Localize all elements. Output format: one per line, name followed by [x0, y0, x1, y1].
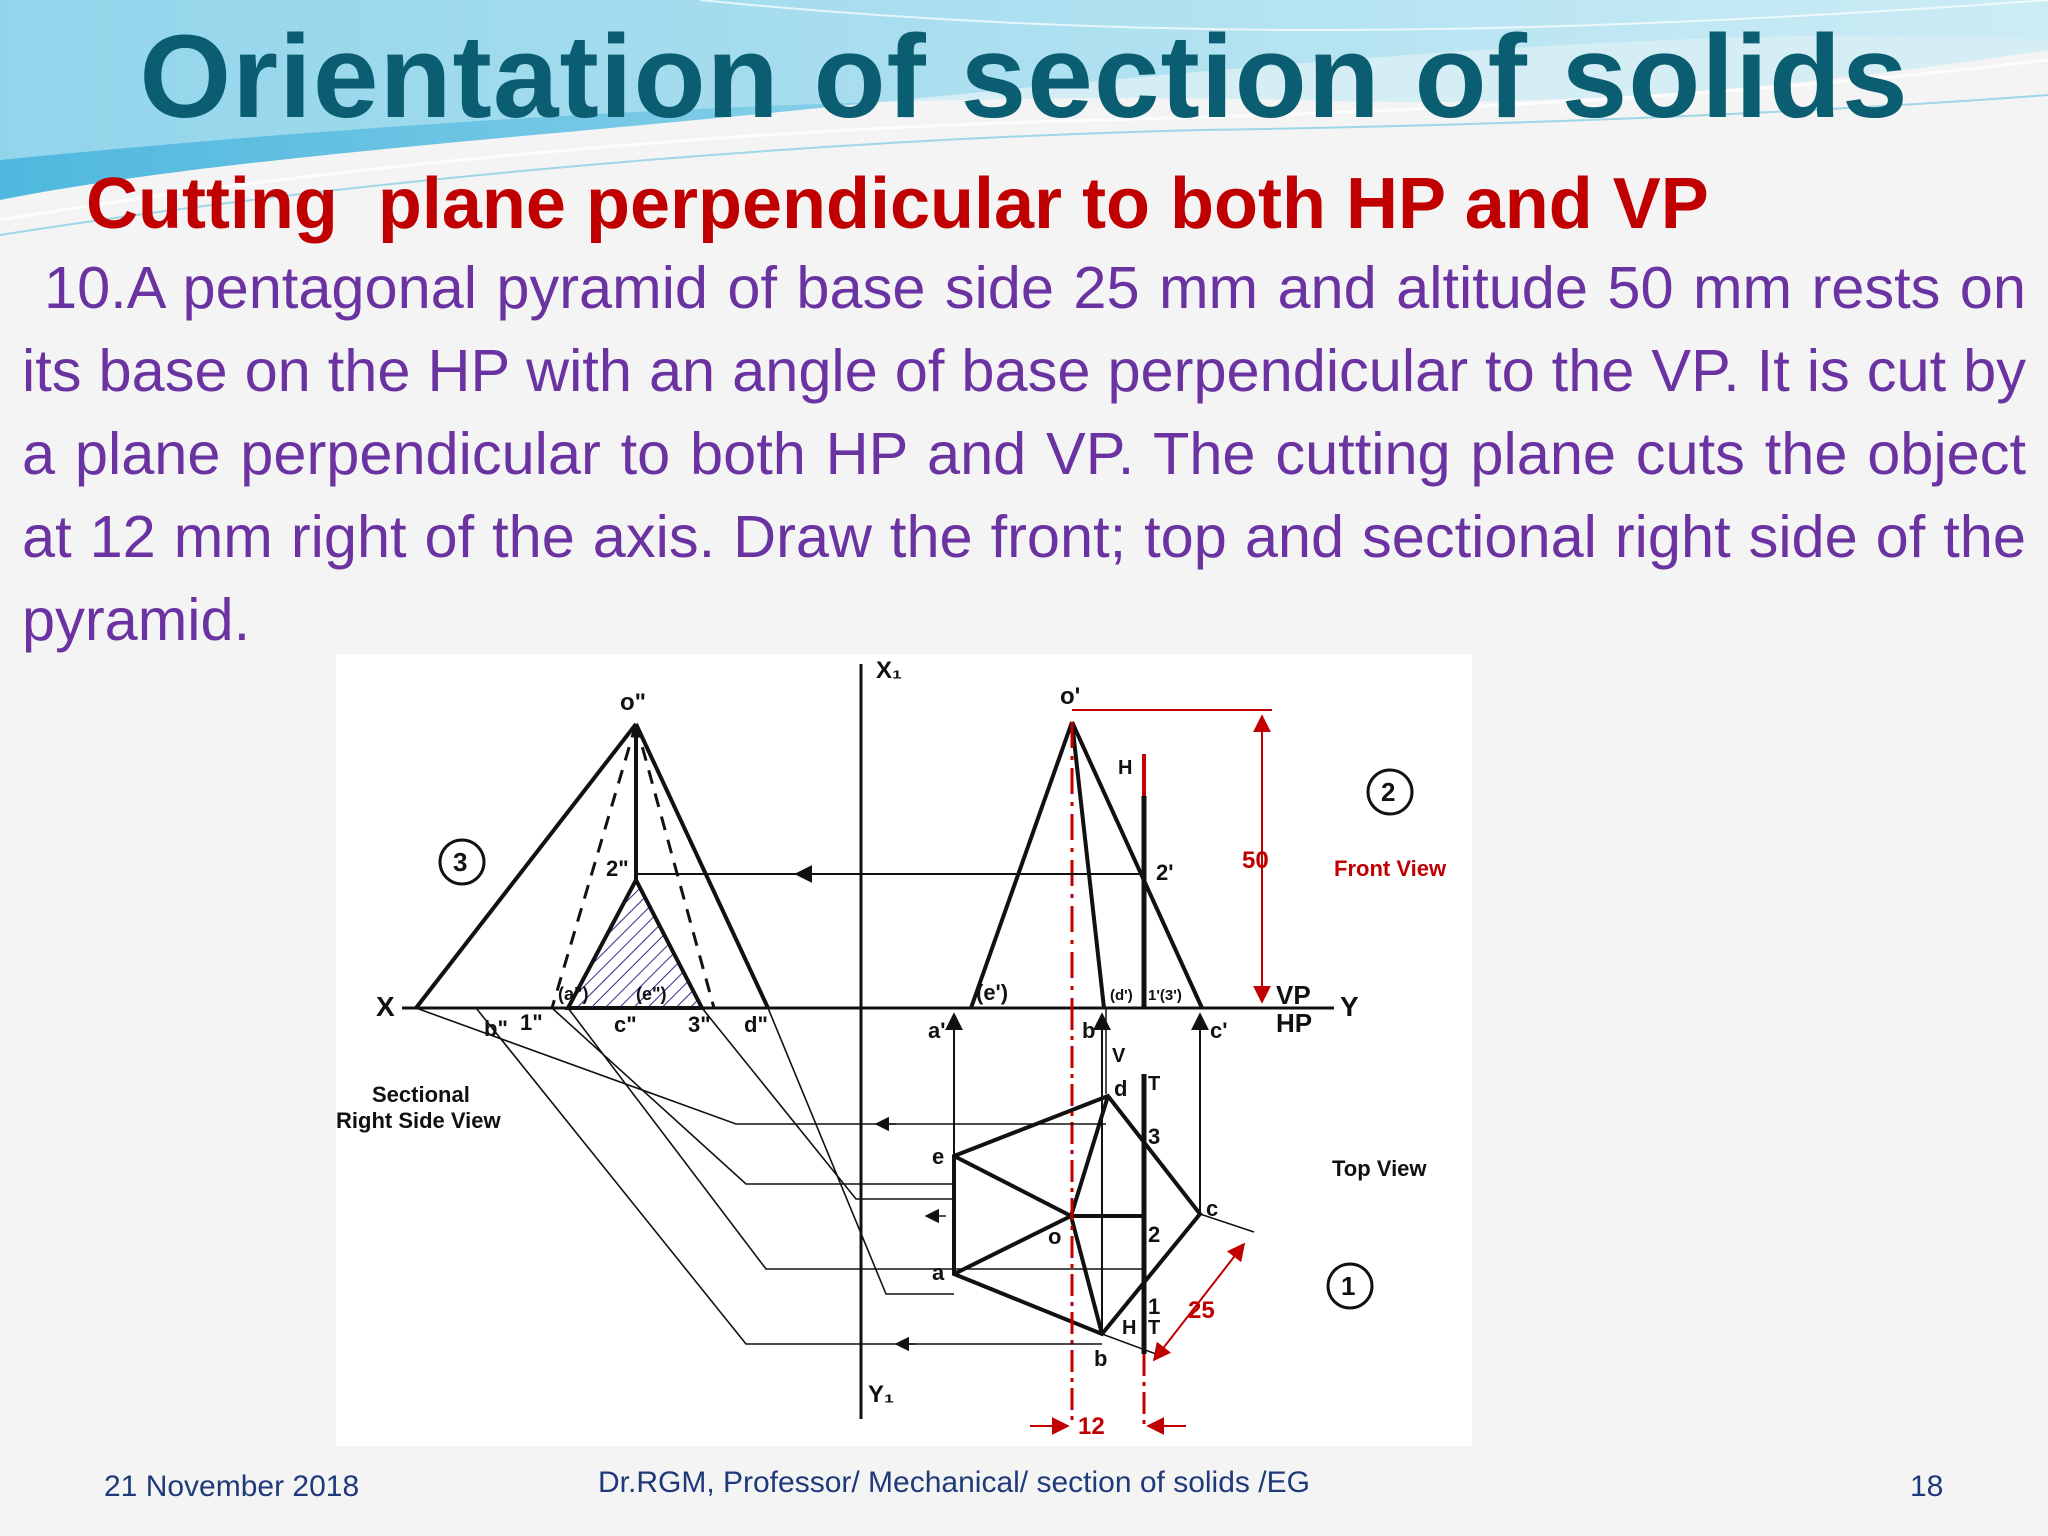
- label-h-front: H: [1118, 757, 1133, 779]
- label-x1: X₁: [876, 657, 902, 684]
- label-o-top: o: [1048, 1224, 1062, 1249]
- label-hp: HP: [1276, 1008, 1313, 1038]
- label-2-top: 2: [1148, 1222, 1161, 1247]
- label-o-side: o": [620, 689, 647, 716]
- engineering-drawing: [336, 654, 1472, 1446]
- label-y1: Y₁: [868, 1381, 894, 1408]
- label-b-front: b': [1082, 1018, 1101, 1043]
- label-dim-12: 12: [1078, 1413, 1105, 1440]
- footer-date: 21 November 2018: [104, 1470, 360, 1503]
- label-c-top: c: [1206, 1196, 1219, 1221]
- label-v-trace: V: [1112, 1045, 1126, 1067]
- label-top-view: Top View: [1332, 1156, 1427, 1181]
- label-3-top: 3: [1148, 1124, 1161, 1149]
- label-sectional-2: Right Side View: [336, 1108, 501, 1133]
- label-1-top: 1: [1148, 1294, 1161, 1319]
- label-vp: VP: [1276, 980, 1311, 1010]
- label-b-top: b: [1094, 1346, 1108, 1371]
- label-1-side: 1": [520, 1010, 543, 1035]
- label-3-side: 3": [688, 1012, 711, 1037]
- label-x: X: [376, 991, 395, 1022]
- slide-title: Orientation of section of solids: [139, 11, 1909, 143]
- label-e-side: (e"): [636, 984, 667, 1004]
- footer-author: Dr.RGM, Professor/ Mechanical/ section of solids /EG: [598, 1466, 1310, 1499]
- label-circle-3: 3: [453, 847, 468, 877]
- label-a-side: (a"): [558, 984, 589, 1004]
- label-c-side: c": [614, 1012, 637, 1037]
- label-13-front: 1'(3'): [1148, 987, 1182, 1004]
- label-circle-1: 1: [1341, 1271, 1356, 1301]
- label-o-front: o': [1060, 683, 1081, 710]
- label-d-top: d: [1114, 1076, 1128, 1101]
- label-2-front: 2': [1156, 860, 1174, 885]
- label-d-side: d": [744, 1012, 768, 1037]
- label-sectional-1: Sectional: [372, 1082, 470, 1107]
- label-e-top: e: [932, 1144, 945, 1169]
- problem-statement: 10.A pentagonal pyramid of base side 25 mm and altitude 50 mm rests on its base on the HP with an angle of base perpendicular to the VP. It is cut by a plane perpendicular to both HP and VP. The cutting plane cuts the object at 12 mm right of the axis. Draw the front; top and sectional right side of the pyramid.: [22, 254, 2026, 653]
- label-circle-2: 2: [1381, 777, 1396, 807]
- label-2-side: 2": [606, 856, 629, 881]
- label-b-side: b": [484, 1016, 508, 1041]
- label-front-view: Front View: [1334, 856, 1447, 881]
- slide-subtitle: Cutting plane perpendicular to both HP and VP: [86, 164, 1709, 244]
- footer-page-number: 18: [1910, 1470, 1944, 1503]
- label-d-front: (d'): [1110, 987, 1133, 1004]
- label-c-front: c': [1210, 1018, 1228, 1043]
- label-dim-50: 50: [1242, 847, 1269, 874]
- label-e-front: (e'): [976, 980, 1009, 1005]
- drawing-background: [336, 654, 1472, 1446]
- label-t-trace: T: [1148, 1073, 1161, 1095]
- label-dim-25: 25: [1188, 1297, 1215, 1324]
- label-t-trace-2: T: [1148, 1317, 1161, 1339]
- label-a-front: a': [928, 1018, 946, 1043]
- label-h-trace: H: [1122, 1317, 1137, 1339]
- label-y: Y: [1340, 991, 1359, 1022]
- label-a-top: a: [932, 1260, 945, 1285]
